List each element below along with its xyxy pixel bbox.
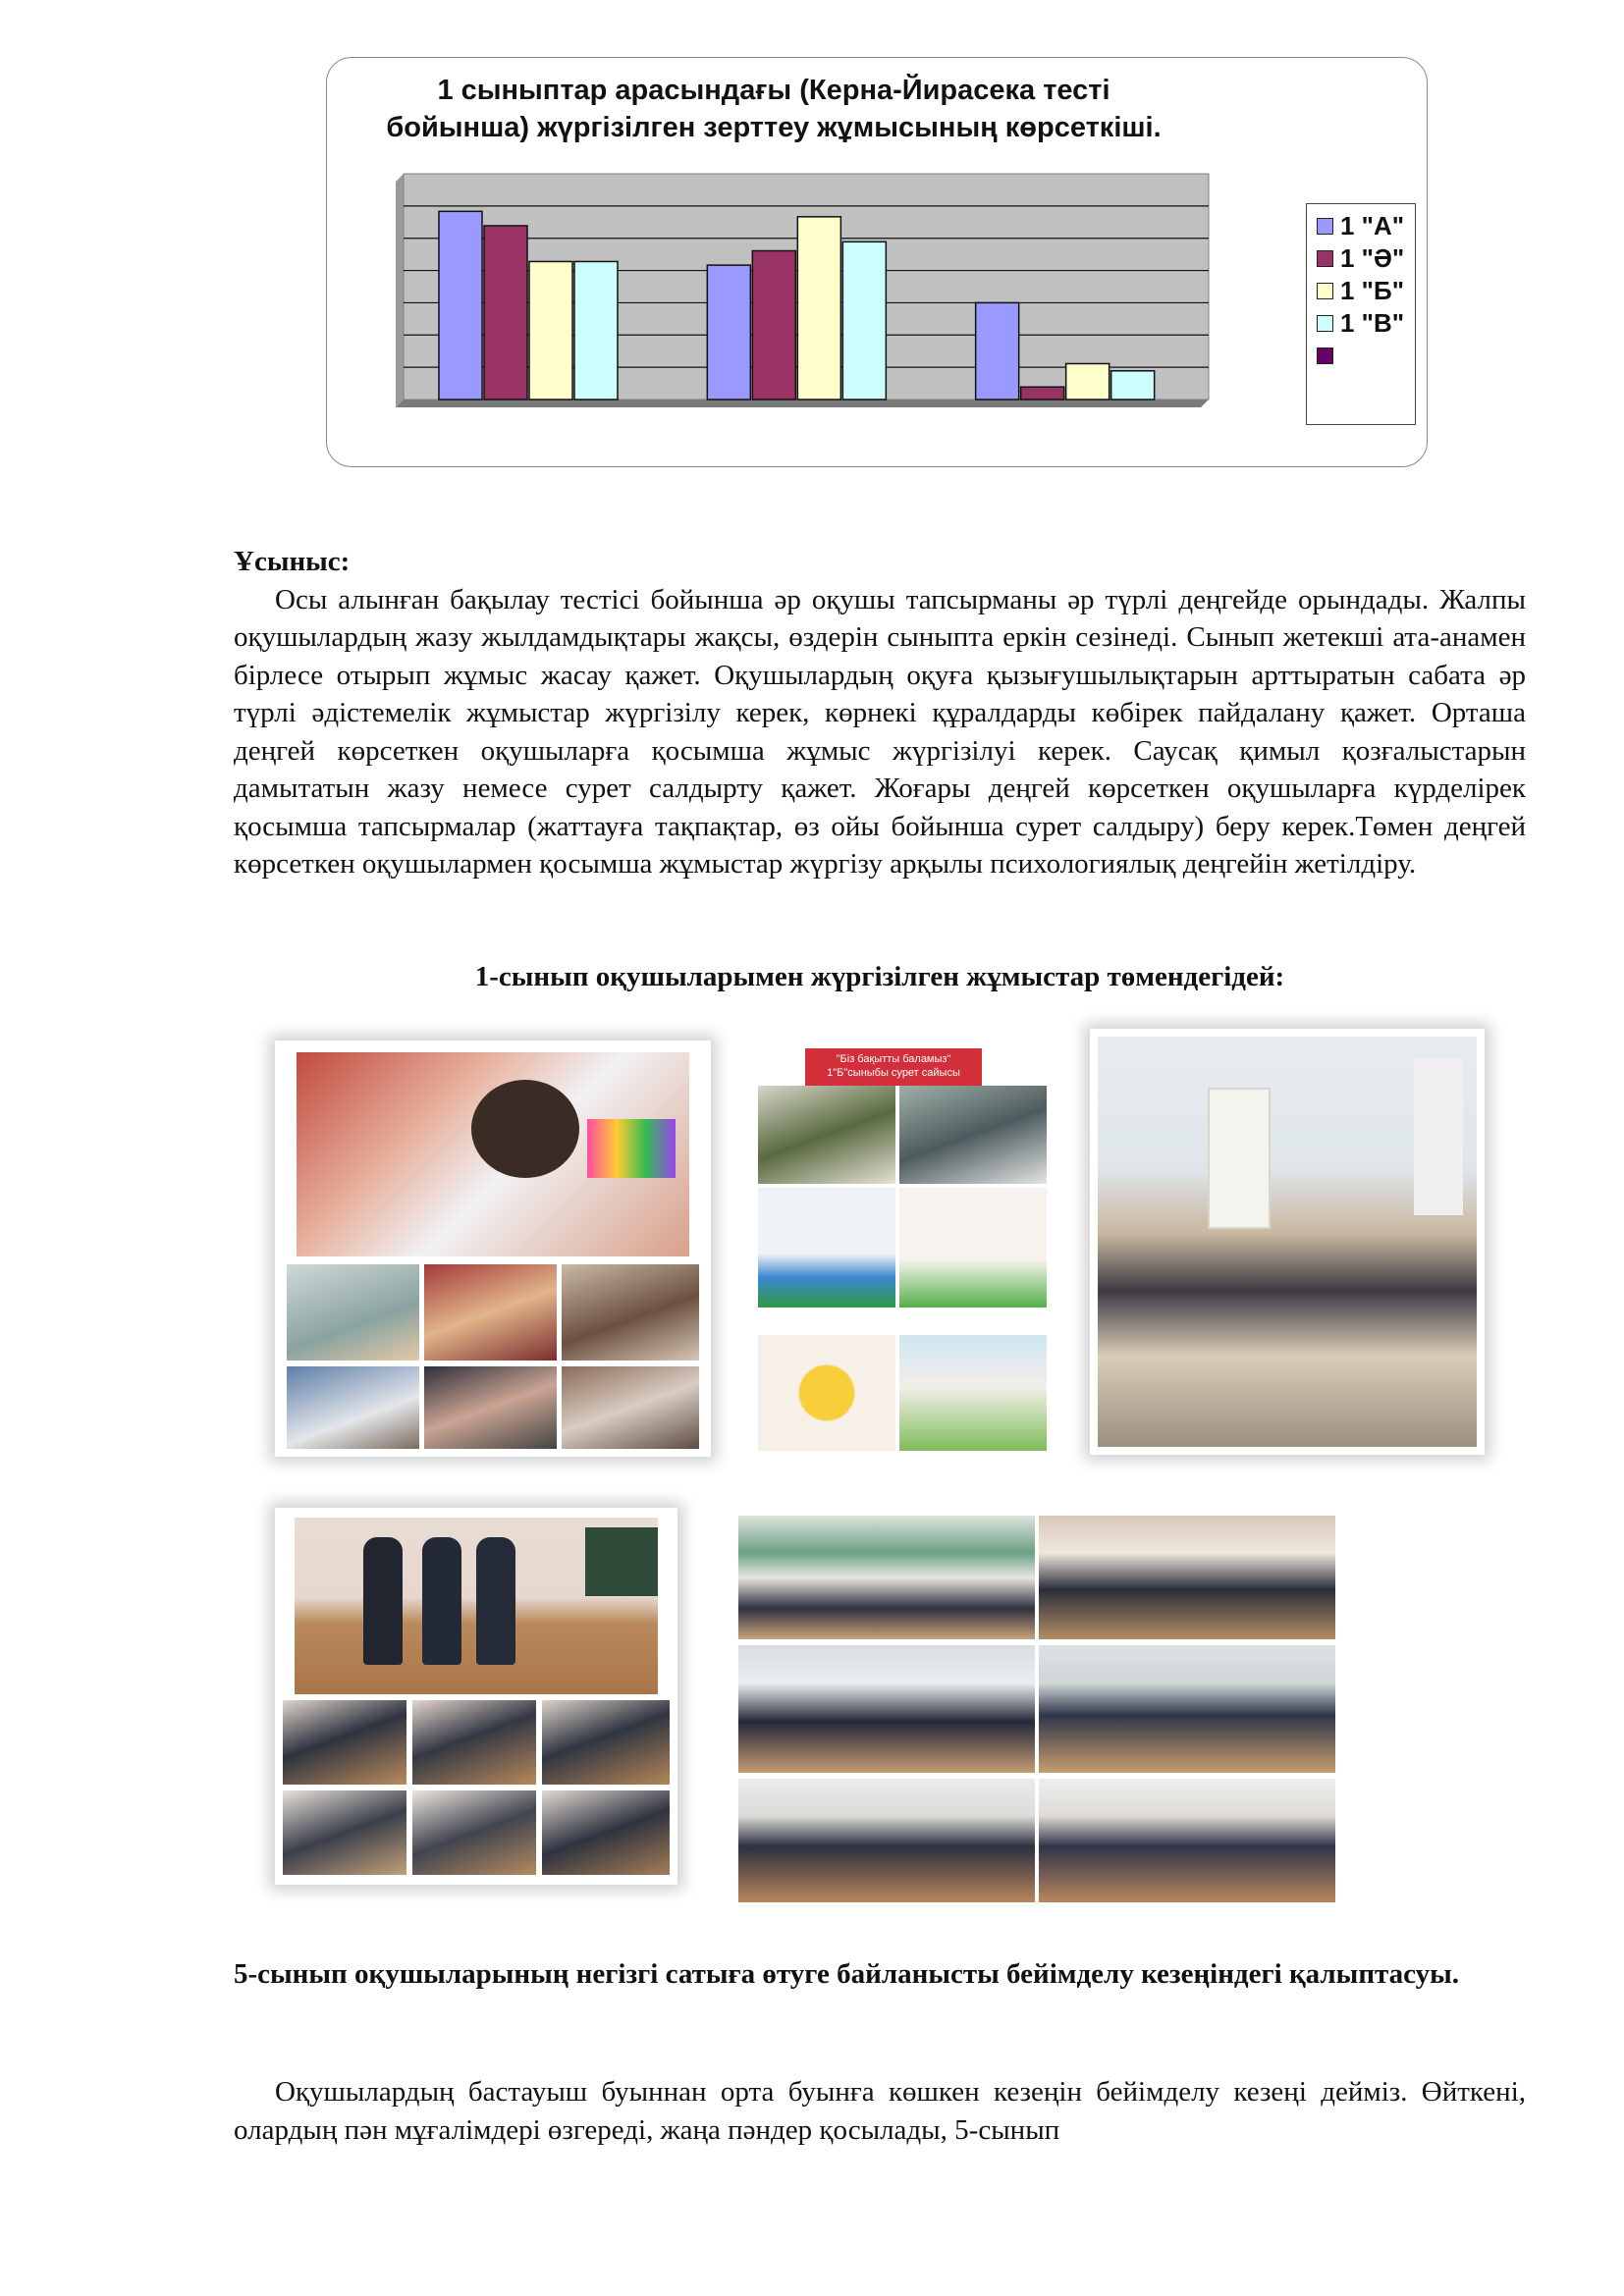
photo-tile xyxy=(738,1779,1035,1902)
photo-tile xyxy=(287,1264,419,1361)
bar-1-1 xyxy=(439,211,482,400)
legend-label: 1 "А" xyxy=(1340,211,1405,240)
photo-tile xyxy=(412,1790,536,1875)
chart-container xyxy=(326,57,1428,467)
legend-swatch xyxy=(1317,218,1333,235)
bar-2-3 xyxy=(1021,387,1064,400)
photo-tile xyxy=(1039,1779,1335,1902)
grade5-body xyxy=(234,2073,1526,2149)
legend-swatch xyxy=(1317,347,1333,364)
grade5-text: Оқушылардың бастауыш буыннан орта буынға көшкен кезеңін бейімделу кезеңі дейміз. Өйткені, олардың пән мұғалімдері өзгереді, жаңа пәндер қосылады, 5-сынып xyxy=(234,2076,1526,2146)
legend-swatch xyxy=(1317,283,1333,299)
works-heading: 1-сынып оқушыларымен жүргізілген жұмыстар төмендегідей: xyxy=(474,961,1285,992)
photo-collage-lessons xyxy=(738,1516,1339,1902)
classroom-window xyxy=(1414,1058,1463,1215)
plot-floor xyxy=(396,400,1209,407)
photo-tile xyxy=(562,1366,699,1449)
bar-4-2 xyxy=(842,241,886,400)
legend-swatch xyxy=(1317,315,1333,332)
chart-title: 1 сыныптар арасындағы (Керна-Йирасека тесті бойынша) жүргізілген зерттеу жұмысының көрсеткіші. xyxy=(386,75,1162,143)
plot-side-wall xyxy=(396,174,404,407)
photo-classroom xyxy=(1090,1029,1485,1455)
bar-4-3 xyxy=(1111,371,1155,400)
bar-3-1 xyxy=(529,261,572,400)
legend-item xyxy=(1317,307,1415,340)
poster-banner xyxy=(805,1048,982,1086)
chart-legend xyxy=(1306,203,1416,425)
legend-item xyxy=(1317,242,1415,275)
poster-line-2: 1"Б"сыныбы сурет сайысы xyxy=(827,1067,960,1079)
photo-collage-games xyxy=(275,1508,677,1885)
photo-tile xyxy=(424,1366,557,1449)
photo-tile xyxy=(287,1366,419,1449)
grade5-section xyxy=(234,1955,1526,1994)
photo-tile xyxy=(738,1645,1035,1773)
legend-label: 1 "Ә" xyxy=(1340,243,1405,273)
photo-tile xyxy=(283,1700,406,1785)
photo-child-3 xyxy=(476,1537,515,1665)
photo-collage-activities xyxy=(275,1041,711,1457)
legend-item xyxy=(1317,275,1415,307)
bar-2-1 xyxy=(484,226,527,400)
photo-child-1 xyxy=(363,1537,403,1665)
recommendation-section xyxy=(234,543,1526,883)
legend-swatch xyxy=(1317,250,1333,267)
legend-label: 1 "В" xyxy=(1340,308,1405,338)
recommendation-heading: Ұсыныс: xyxy=(234,546,351,577)
photo-blackboard xyxy=(585,1527,658,1596)
photo-tile xyxy=(412,1700,536,1785)
photo-tile xyxy=(424,1264,557,1361)
photo-tile xyxy=(899,1086,1047,1184)
grade5-heading: 5-сынып оқушыларының негізгі сатыға өтуге байланысты бейімделу кезеңіндегі қалыптасуы. xyxy=(234,1958,1460,1990)
photo-tile xyxy=(542,1790,670,1875)
drawing-children-globe xyxy=(758,1188,895,1308)
drawing-family xyxy=(899,1335,1047,1451)
photo-tile xyxy=(1039,1516,1335,1639)
bar-1-3 xyxy=(976,302,1019,400)
legend-item xyxy=(1317,340,1415,372)
poster-line-1: "Біз бақытты баламыз" xyxy=(836,1053,951,1065)
photo-collage-drawings xyxy=(756,1041,1051,1457)
bar-1-2 xyxy=(707,265,750,400)
photo-child-2 xyxy=(422,1537,461,1665)
bar-3-3 xyxy=(1066,363,1110,400)
photo-tile xyxy=(283,1790,406,1875)
legend-label: 1 "Б" xyxy=(1340,276,1405,305)
bar-3-2 xyxy=(797,217,840,400)
bar-chart xyxy=(327,58,1427,466)
recommendation-text: Осы алынған бақылау тестісі бойынша әр оқушы тапсырманы әр түрлі деңгейде орындады. Жалпы оқушылардың жазу жылдамдықтары жақсы, өздерін сыныпта еркін сезінеді. Сынып жетекші ата-анамен бірлесе отырып жұмыс жасау қажет. Оқушылардың оқуға қызығушылықтарын арттыратын сабата әр түрлі әдістемелік жұмыстар жүргізілу керек, көрнекі құралдарды көбірек пайдалану қажет. Орташа деңгей көрсеткен оқушыларға қосымша жұмыс жүргізілуі керек. Саусақ қимыл қозғалыстарын дамытатын жазу немесе сурет салдырту қажет. Жоғары деңгей көрсеткен оқушыларға күрделірек қосымша тапсырмалар (жаттауға тақпақтар, өз ойы бойынша сурет салдыру) беру керек.Төмен деңгей көрсеткен оқушылармен қосымша жұмыстар жүргізу арқылы психологиялық деңгейін жетілдіру. xyxy=(234,583,1526,880)
photo-tile xyxy=(562,1264,699,1361)
classroom-cabinet xyxy=(1208,1088,1271,1229)
bar-2-2 xyxy=(752,250,795,400)
drawing-sun xyxy=(758,1335,895,1451)
photo-tile xyxy=(542,1700,670,1785)
photo-toy-box xyxy=(587,1119,676,1178)
drawing-children-balloons xyxy=(899,1188,1047,1308)
legend-item xyxy=(1317,210,1415,242)
photo-tile xyxy=(758,1086,895,1184)
photo-tile xyxy=(1039,1645,1335,1773)
photo-child-hair xyxy=(471,1080,579,1178)
photo-tile xyxy=(738,1516,1035,1639)
bar-4-1 xyxy=(574,261,618,400)
